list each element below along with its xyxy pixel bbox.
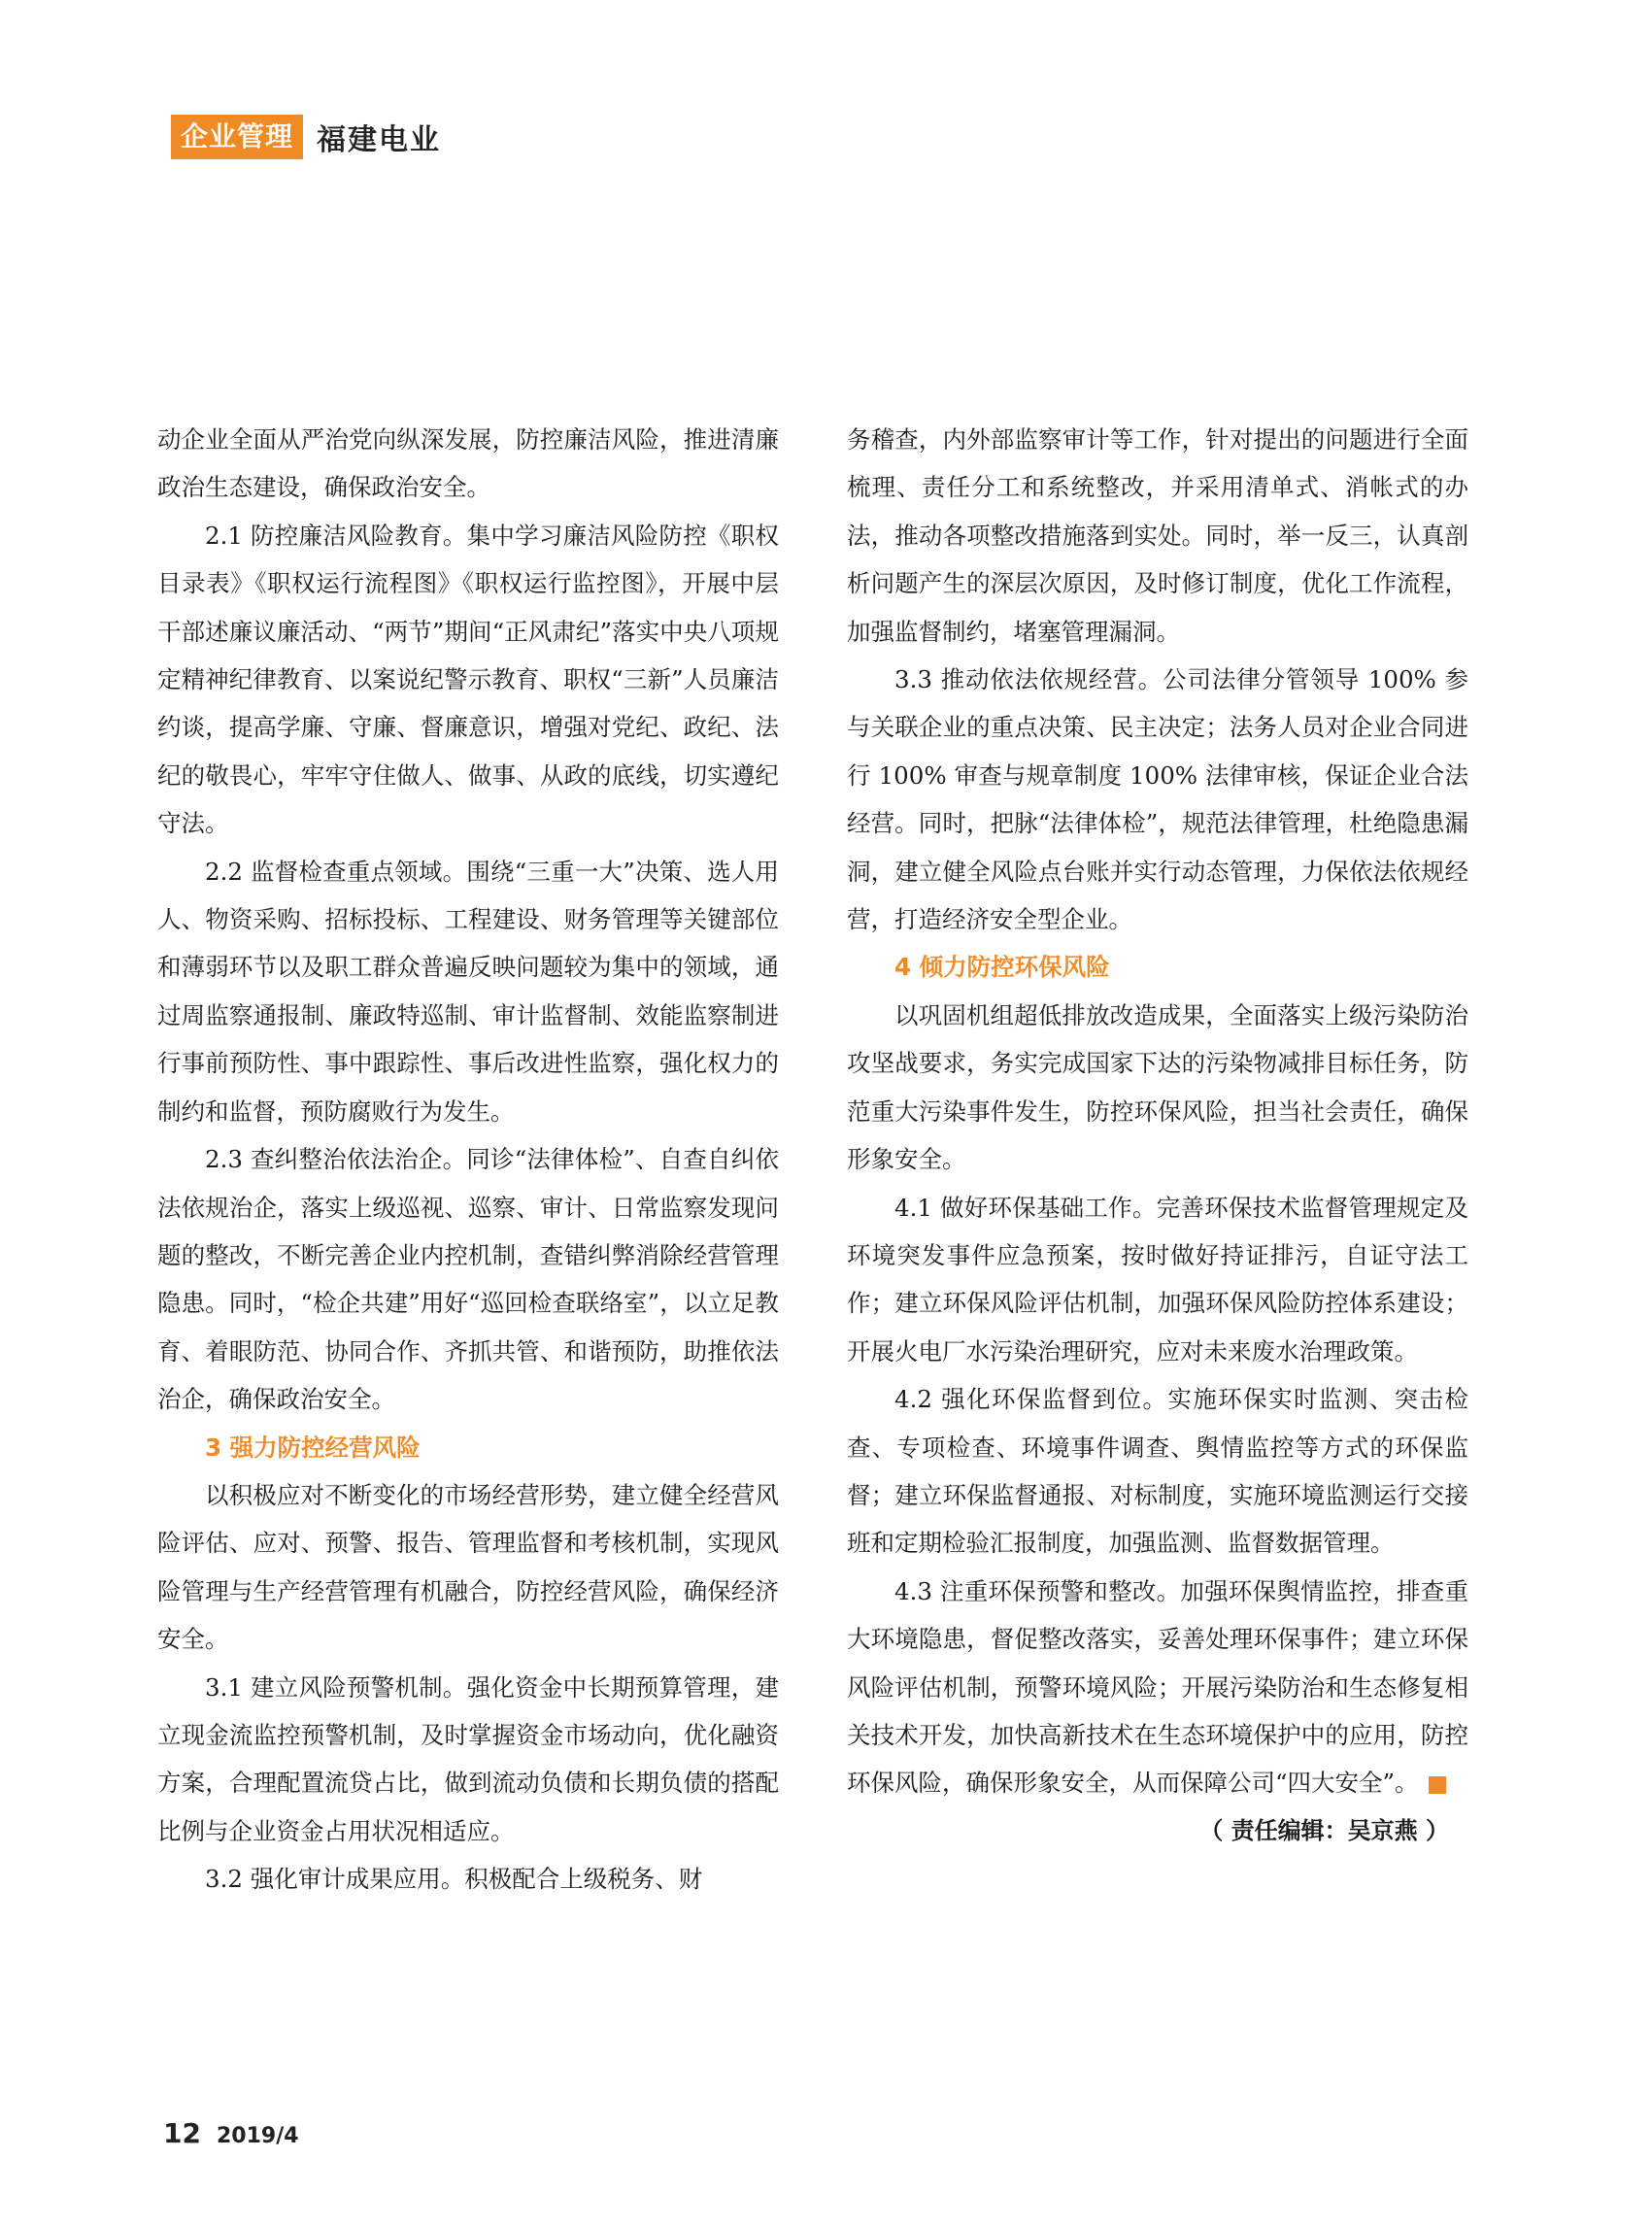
paragraph-text: 3.3 推动依法依规经营。公司法律分管领导 100% 参与关联企业的重点决策、民主决定；法务人员对企业合同进行 100% 审查与规章制度 100% 法律审核，保证企业合法经营。同时，把脉“法律体检”，规范法律管理，杜绝隐患漏洞，建立健全风险点台账并实行动态管理，力保依法依规经营，打造经济安全型企业。: [847, 665, 1468, 934]
paragraph-text: 4.2 强化环保监督到位。实施环保实时监测、突击检查、专项检查、环境事件调查、舆情监控等方式的环保监督；建立环保监督通报、对标制度，实施环境监测运行交接班和定期检验汇报制度，加强监测、监督数据管理。: [847, 1385, 1468, 1558]
section-heading: [847, 943, 1468, 991]
paragraph-text: 3.1 建立风险预警机制。强化资金中长期预算管理，建立现金流监控预警机制，及时掌握资金市场动向，优化融资方案，合理配置流贷占比，做到流动负债和长期负债的搭配比例与企业资金占用状况相适应。: [157, 1672, 779, 1845]
paragraph-text: 4.1 做好环保基础工作。完善环保技术监督管理规定及环境突发事件应急预案，按时做好持证排污，自证守法工作；建立环保风险评估机制，加强环保风险防控体系建设；开展火电厂水污染治理研究，应对未来废水治理政策。: [847, 1193, 1468, 1366]
body-paragraph: [157, 416, 779, 512]
body-paragraph: [157, 1855, 779, 1903]
paragraph-text: 4 倾力防控环保风险: [894, 953, 1110, 982]
paragraph-text: 以积极应对不断变化的市场经营形势，建立健全经营风险评估、应对、预警、报告、管理监督和考核机制，实现风险管理与生产经营管理有机融合，防控经营风险，确保经济安全。: [157, 1480, 779, 1654]
paragraph-text: 4.3 注重环保预警和整改。加强环保舆情监控，排查重大环境隐患，督促整改落实，妥善处理环保事件；建立环保风险评估机制，预警环境风险；开展污染防治和生态修复相关技术开发，加快高新技术在生态环境保护中的应用，防控环保风险，确保形象安全，从而保障公司“四大安全”。: [847, 1576, 1468, 1798]
page-number: 12: [163, 2117, 201, 2149]
body-paragraph: [847, 416, 1468, 656]
body-paragraph: [847, 656, 1468, 943]
paragraph-text: （ 责任编辑：吴京燕 ）: [1199, 1816, 1449, 1844]
body-paragraph: [157, 512, 779, 848]
page-header: [171, 113, 441, 161]
paragraph-text: 3 强力防控经营风险: [205, 1433, 421, 1462]
body-paragraph: [157, 848, 779, 1135]
paragraph-text: 2.3 查纠整治依法治企。同诊“法律体检”、自查自纠依法依规治企，落实上级巡视、巡察、审计、日常监察发现问题的整改，不断完善企业内控机制，查错纠弊消除经营管理隐患。同时，“检企共建”用好“巡回检查联络室”，以立足教育、着眼防范、协同合作、齐抓共管、和谐预防，助推依法治企，确保政治安全。: [157, 1145, 779, 1414]
paragraph-text: 以巩固机组超低排放改造成果，全面落实上级污染防治攻坚战要求，务实完成国家下达的污染物减排目标任务，防范重大污染事件发生，防控环保风险，担当社会责任，确保形象安全。: [847, 1000, 1468, 1174]
body-paragraph: [157, 1135, 779, 1423]
paragraph-text: 2.2 监督检查重点领域。围绕“三重一大”决策、选人用人、物资采购、招标投标、工程建设、财务管理等关键部位和薄弱环节以及职工群众普遍反映问题较为集中的领域，通过周监察通报制、廉政特巡制、审计监督制、效能监察制进行事前预防性、事中跟踪性、事后改进性监察，强化权力的制约和监督，预防腐败行为发生。: [157, 857, 779, 1126]
paragraph-text: 务稽查，内外部监察审计等工作，针对提出的问题进行全面梳理、责任分工和系统整改，并采用清单式、消帐式的办法，推动各项整改措施落到实处。同时，举一反三，认真剖析问题产生的深层次原因，及时修订制度，优化工作流程，加强监督制约，堵塞管理漏洞。: [847, 425, 1468, 646]
body-paragraph: [847, 1375, 1468, 1568]
body-paragraph: [847, 992, 1468, 1184]
body-paragraph: [157, 1471, 779, 1664]
body-paragraph: [157, 1664, 779, 1856]
issue-date: 2019/4: [216, 2124, 299, 2148]
paragraph-text: 2.1 防控廉洁风险教育。集中学习廉洁风险防控《职权目录表》《职权运行流程图》《职权运行监控图》，开展中层干部述廉议廉活动、“两节”期间“正风肃纪”落实中央八项规定精神纪律教育、以案说纪警示教育、职权“三新”人员廉洁约谈，提高学廉、守廉、督廉意识，增强对党纪、政纪、法纪的敬畏心，牢牢守住做人、做事、从政的底线，切实遵纪守法。: [157, 521, 779, 838]
paragraph-text: 动企业全面从严治党向纵深发展，防控廉洁风险，推进清廉政治生态建设，确保政治安全。: [157, 425, 779, 502]
right-column: [847, 416, 1468, 1855]
editor-credit: [847, 1807, 1468, 1855]
magazine-name: 福建电业: [317, 123, 442, 157]
paragraph-text: 3.2 强化审计成果应用。积极配合上级税务、财: [205, 1865, 703, 1894]
article-end-mark: [1429, 1776, 1446, 1794]
body-paragraph: [847, 1568, 1468, 1807]
left-column: [157, 416, 779, 1904]
section-heading: [157, 1424, 779, 1471]
body-paragraph: [847, 1184, 1468, 1376]
page-footer: [163, 2117, 299, 2149]
section-tag: 企业管理: [171, 115, 303, 159]
